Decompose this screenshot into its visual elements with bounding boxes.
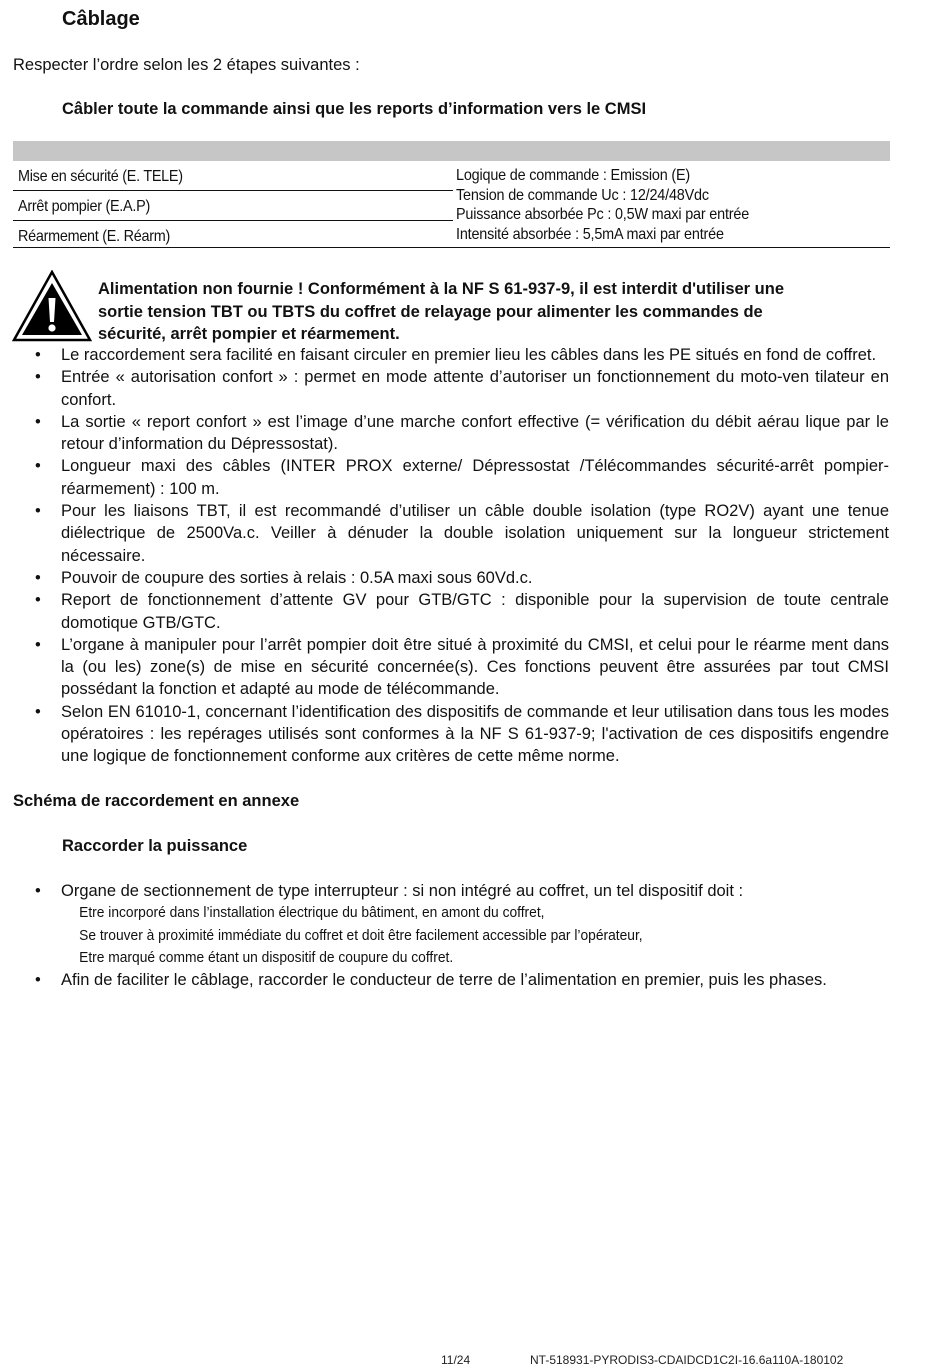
list-item: • Le raccordement sera facilité en faisant circuler en premier lieu les câbles dans les PE situés en fond de coffret. xyxy=(35,346,877,364)
list-item: • Longueur maxi des câbles (INTER PROX externe/ Dépressostat /Télécommandes sécurité-arrêt pompier-réarmement) : 100 m. xyxy=(35,457,889,498)
warning-text: Alimentation non fournie ! Conformément à la NF S 61-937-9, il est interdit d'utiliser une sortie tension TBT ou TBTS du coffret de relayage pour alimenter les commandes de sécurité, arrêt pompier et réarmement. xyxy=(98,280,785,343)
sub-item: Etre incorporé dans l’installation électrique du bâtiment, en amont du coffret, xyxy=(79,904,545,922)
table-row: Mise en sécurité (E. TELE) xyxy=(13,161,453,191)
table-row: Arrêt pompier (E.A.P) xyxy=(13,191,453,221)
page-number: 11/24 xyxy=(441,1353,471,1367)
list-item: • L’organe à manipuler pour l’arrêt pompier doit être situé à proximité du CMSI, et celui pour le réarme ment dans la (ou les) zone(s) de mise en sécurité concernée(s). Ces fonctions peuvent être assurées par tout CMSI possédant la fonction et adapté au mode de télécommande. xyxy=(35,635,889,699)
table-row: Réarmement (E. Réarm) xyxy=(18,228,170,245)
annex-note: Schéma de raccordement en annexe xyxy=(13,792,300,810)
document-reference: NT-518931-PYRODIS3-CDAIDCD1C2I-16.6a110A-180102 xyxy=(530,1353,844,1367)
step1-bullet-list xyxy=(0,344,950,768)
step1-title: Câbler toute la commande ainsi que les reports d’information vers le CMSI xyxy=(62,100,647,118)
list-item: • La sortie « report confort » est l’image d’une marche confort effective (= vérification du débit aérau lique par le retour d’information du Dépressostat). xyxy=(35,412,889,454)
table-bottom-rule xyxy=(13,247,890,248)
list-item: • Afin de faciliter le câblage, raccorder le conducteur de terre de l’alimentation en premier, puis les phases. xyxy=(35,971,827,990)
table-header-bar xyxy=(13,141,890,161)
step2-bullet-list xyxy=(0,880,950,991)
list-item: • Entrée « autorisation confort » : permet en mode attente d’autoriser un fonctionnement du moto-ven tilateur en confort. xyxy=(35,368,889,409)
sub-item: Etre marqué comme étant un dispositif de coupure du coffret. xyxy=(79,948,454,966)
list-item: • Selon EN 61010-1, concernant l’identification des dispositifs de commande et leur utilisation dans tous les modes opératoires : les repérages utilisés sont conformes à la NF S 61-937-9; l'activation de ces dispositifs engendre une logique de fonctionnement conforme aux critères de cette même norme. xyxy=(35,702,889,766)
list-item: • Report de fonctionnement d’attente GV pour GTB/GTC : disponible pour la supervision de toute centrale domotique GTB/GTC. xyxy=(35,591,889,632)
command-specs: Logique de commande : Emission (E) Tension de commande Uc : 12/24/48Vdc Puissance absorbée Pc : 0,5W maxi par entrée Intensité absorbée : 5,5mA maxi par entrée xyxy=(456,167,750,243)
list-item: • Pouvoir de coupure des sorties à relais : 0.5A maxi sous 60Vd.c. xyxy=(35,568,533,587)
list-item: • Organe de sectionnement de type interrupteur : si non intégré au coffret, un tel dispositif doit : xyxy=(35,882,744,900)
section-title: Câblage xyxy=(62,8,140,30)
warning-triangle-icon xyxy=(12,270,92,342)
step2-title: Raccorder la puissance xyxy=(62,837,248,855)
list-item: • Pour les liaisons TBT, il est recommandé d’utiliser un câble double isolation (type RO2V) ayant une tenue diélectrique de 2500Va.c. Veiller à dénuder la double isolation uniquement sur la longueur strictement nécessaire. xyxy=(35,502,889,565)
sub-item: Se trouver à proximité immédiate du coffret et doit être facilement accessible par l’opérateur, xyxy=(79,926,643,944)
intro-text: Respecter l’ordre selon les 2 étapes suivantes : xyxy=(13,56,360,74)
